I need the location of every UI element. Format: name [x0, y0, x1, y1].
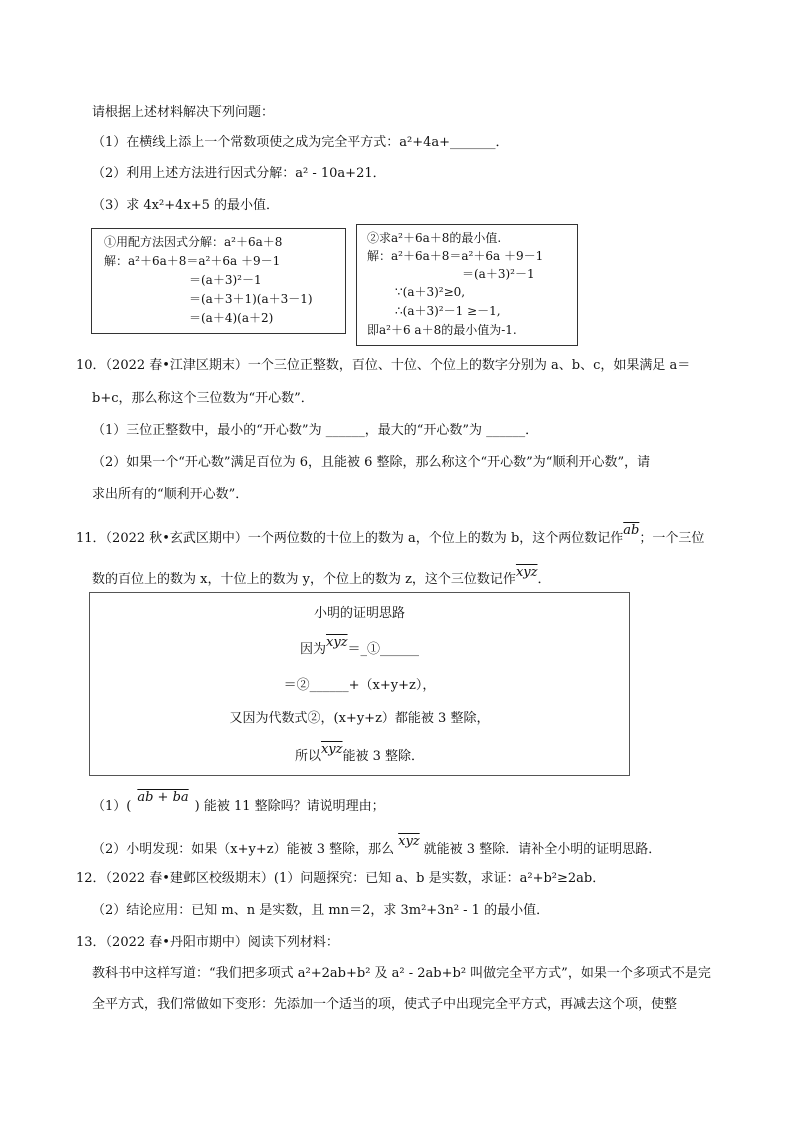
- proof-title: 小明的证明思路: [313, 606, 405, 621]
- problem-12-line-1: 12．（2022 春•建邺区校级期末）(1）问题探究：已知 a、b 是实数，求证：a²+b²≥2ab．: [76, 871, 606, 886]
- example-1-title: ①用配方法因式分解：a²＋6a＋8: [104, 235, 283, 249]
- example-1-line-1: 解：a²＋6a＋8＝a²＋6a ＋9－1: [104, 254, 281, 268]
- example-2-title: ②求a²＋6a＋8的最小值.: [367, 231, 502, 245]
- example-box-factorization: [91, 228, 346, 334]
- problem-11-q2-xyz: $\overline{xyz}$: [398, 834, 420, 849]
- problem-13-line-1: 13．（2022 春•丹阳市期中）阅读下列材料：: [76, 935, 339, 950]
- problem-10-line-2: b+c，那么称这个三位数为“开心数”．: [92, 391, 314, 406]
- problem-11-question-2: [92, 834, 662, 859]
- proof-line-4-tail: 能被 3 整除．: [342, 749, 425, 764]
- two-digit-number-ab: $\overline{ab}$: [623, 523, 640, 538]
- proof-idea-box: [89, 592, 630, 776]
- problem-11-line-1: [76, 523, 705, 548]
- proof-xyz-1: $\overline{xyz}$: [325, 635, 348, 650]
- problem-11-q2-text: （2）小明发现：如果（x+y+z）能被 3 整除，那么: [92, 842, 395, 857]
- proof-line-4-therefore: 所以: [294, 749, 321, 764]
- problem-10-question-2-line-1: （2）如果一个“开心数”满足百位为 6，且能被 6 整除，那么称这个“开心数”为“顺利开心数”，请: [92, 455, 651, 470]
- intro-prompt: 请根据上述材料解决下列问题：: [92, 105, 275, 120]
- proof-xyz-2: $\overline{xyz}$: [320, 742, 343, 757]
- example-1-line-4: ＝(a＋4)(a＋2): [189, 311, 274, 325]
- intro-question-2: （2）利用上述方法进行因式分解：a² - 10a+21．: [92, 166, 386, 181]
- problem-11-q1-expression: ab + ba: [137, 790, 189, 805]
- example-2-line-5: 即a²＋6 a＋8的最小值为-1.: [367, 323, 517, 337]
- example-2-line-2: ＝(a＋3)²－1: [462, 267, 535, 281]
- proof-line-2: ＝②______+（x+y+z），: [283, 678, 436, 693]
- problem-11-line-1-tail: ；一个三位: [639, 531, 705, 546]
- example-2-line-1: 解：a²＋6a＋8＝a²＋6a ＋9－1: [367, 249, 544, 263]
- problem-11-line-2-text: 数的百位上的数为 x，十位上的数为 y，个位上的数为 z，这个三位数记作: [92, 572, 516, 587]
- proof-line-4: [90, 742, 629, 766]
- problem-11-question-1: [92, 790, 385, 816]
- three-digit-number-xyz: $\overline{xyz}$: [515, 565, 538, 580]
- problem-10-question-2-line-2: 求出所有的“顺利开心数”．: [92, 487, 249, 502]
- example-1-line-2: ＝(a＋3)²－1: [189, 273, 262, 287]
- example-box-minimum: [356, 224, 578, 346]
- proof-line-1-blank: ＝_①______: [347, 642, 420, 657]
- proof-line-1: [90, 635, 629, 659]
- problem-13-line-3: 全平方式，我们常做如下变形：先添加一个适当的项，使式子中出现完全平方式，再减去这个项，使整: [92, 997, 678, 1012]
- problem-11-q1-open: （1）(: [92, 799, 132, 814]
- problem-13-line-2: 教科书中这样写道：“我们把多项式 a²+2ab+b² 及 a² - 2ab+b² 叫做完全平方式”，如果一个多项式不是完: [92, 966, 711, 981]
- problem-10-question-1: （1）三位正整数中，最小的“开心数”为 ______，最大的“开心数”为 ______．: [92, 423, 539, 438]
- problem-11-line-2: [92, 565, 551, 589]
- example-2-line-4: ∴(a＋3)²－1 ≥－1,: [395, 304, 501, 318]
- problem-11-line-1-text: 11．（2022 秋•玄武区期中）一个两位数的十位上的数为 a，个位上的数为 b，这个两位数记作: [76, 531, 624, 546]
- problem-11-q2-tail: 就能被 3 整除．请补全小明的证明思路．: [423, 842, 662, 857]
- problem-11-line-2-tail: ．: [537, 572, 551, 587]
- problem-10-line-1: 10．（2022 春•江津区期末）一个三位正整数，百位、十位、个位上的数字分别为 a、b、c，如果满足 a＝: [76, 358, 691, 373]
- example-2-line-3: ∵(a＋3)²≥0,: [395, 285, 466, 299]
- intro-question-3: （3）求 4x²+4x+5 的最小值．: [92, 198, 280, 213]
- problem-11-q1-tail: ) 能被 11 整除吗？请说明理由；: [194, 799, 385, 814]
- proof-line-3: 又因为代数式②，(x+y+z）都能被 3 整除，: [229, 711, 490, 726]
- problem-12-line-2: （2）结论应用：已知 m、n 是实数，且 mn＝2，求 3m²+3n² - 1 的最小值．: [92, 903, 550, 918]
- intro-question-1: （1）在横线上添上一个常数项使之成为完全平方式：a²+4a+_______．: [92, 135, 509, 150]
- example-1-line-3: ＝(a＋3＋1)(a＋3－1): [189, 292, 313, 306]
- proof-line-1-because: 因为: [299, 642, 326, 657]
